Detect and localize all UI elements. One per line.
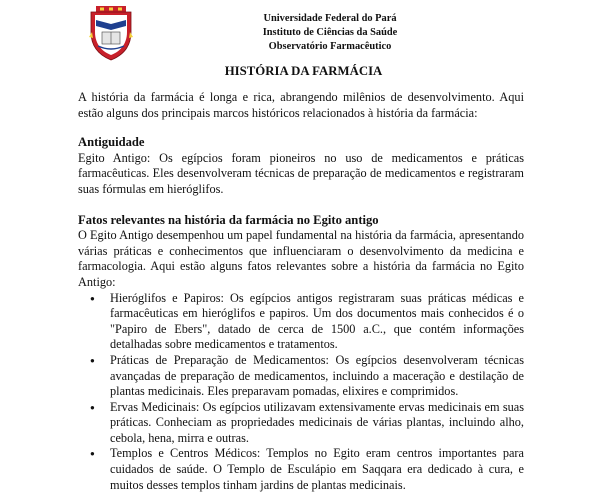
document-title: HISTÓRIA DA FARMÁCIA (224, 64, 383, 78)
antiquity-paragraph: Egito Antigo: Os egípcios foram pioneiros no uso de medicamentos e práticas farmacêuticas. Eles desenvolveram técnicas de preparação de medicamentos e registraram suas fórmulas em hieróglifos. (78, 150, 524, 196)
list-item: ● Templos e Centros Médicos: Templos no Egito eram centros importantes para cuidados de saúde. O Templo de Esculápio em Saqqara era dedicado à cura, e muitos desses templos tinham jardins de plantas medicinais. (110, 446, 524, 493)
antiquity-section (78, 135, 524, 197)
antiquity-heading: Antiguidade (78, 135, 145, 150)
intro-paragraph: A história da farmácia é longa e rica, abrangendo milênios de desenvolvimento. Aqui estão alguns dos principais marcos históricos relacionados à história da farmácia: (78, 90, 524, 120)
list-item: ● Hieróglifos e Papiros: Os egípcios antigos registraram suas práticas médicas e farmacêuticas em hieróglifos e papiros. Um dos documentos mais conhecidos é o "Papiro de Ebers", datado de cerca de 1500 a.C., que contém informações detalhadas sobre medicamentos e tratamentos. (110, 291, 524, 353)
list-item: ● Ervas Medicinais: Os egípcios utilizavam extensivamente ervas medicinais em suas práticas. Conheciam as propriedades medicinais de várias plantas, incluindo alho, cebola, hena, mirra e outras. (110, 400, 524, 447)
egypt-paragraph: O Egito Antigo desempenhou um papel fundamental na história da farmácia, apresentando várias práticas e conhecimentos que influenciaram o desenvolvimento da medicina e farmacologia. Aqui estão alguns fatos relevantes sobre a história da farmácia no Egito Antigo: (78, 228, 524, 289)
university-crest-logo (88, 6, 134, 62)
document-body (78, 90, 524, 493)
university-name: Universidade Federal do Pará (263, 13, 397, 24)
egypt-heading: Fatos relevantes na história da farmácia no Egito antigo (78, 212, 379, 227)
institution-header (200, 12, 460, 54)
observatory-name: Observatório Farmacêutico (268, 41, 392, 52)
egypt-section (78, 213, 524, 493)
institute-name: Instituto de Ciências da Saúde (262, 27, 398, 38)
egypt-facts-list (78, 291, 524, 493)
list-item: ● Práticas de Preparação de Medicamentos: Os egípcios desenvolveram técnicas avançadas de preparação de medicamentos, incluindo a maceração e destilação de plantas medicinais. Eles preparavam pomadas, elixires e comprimidos. (110, 353, 524, 400)
